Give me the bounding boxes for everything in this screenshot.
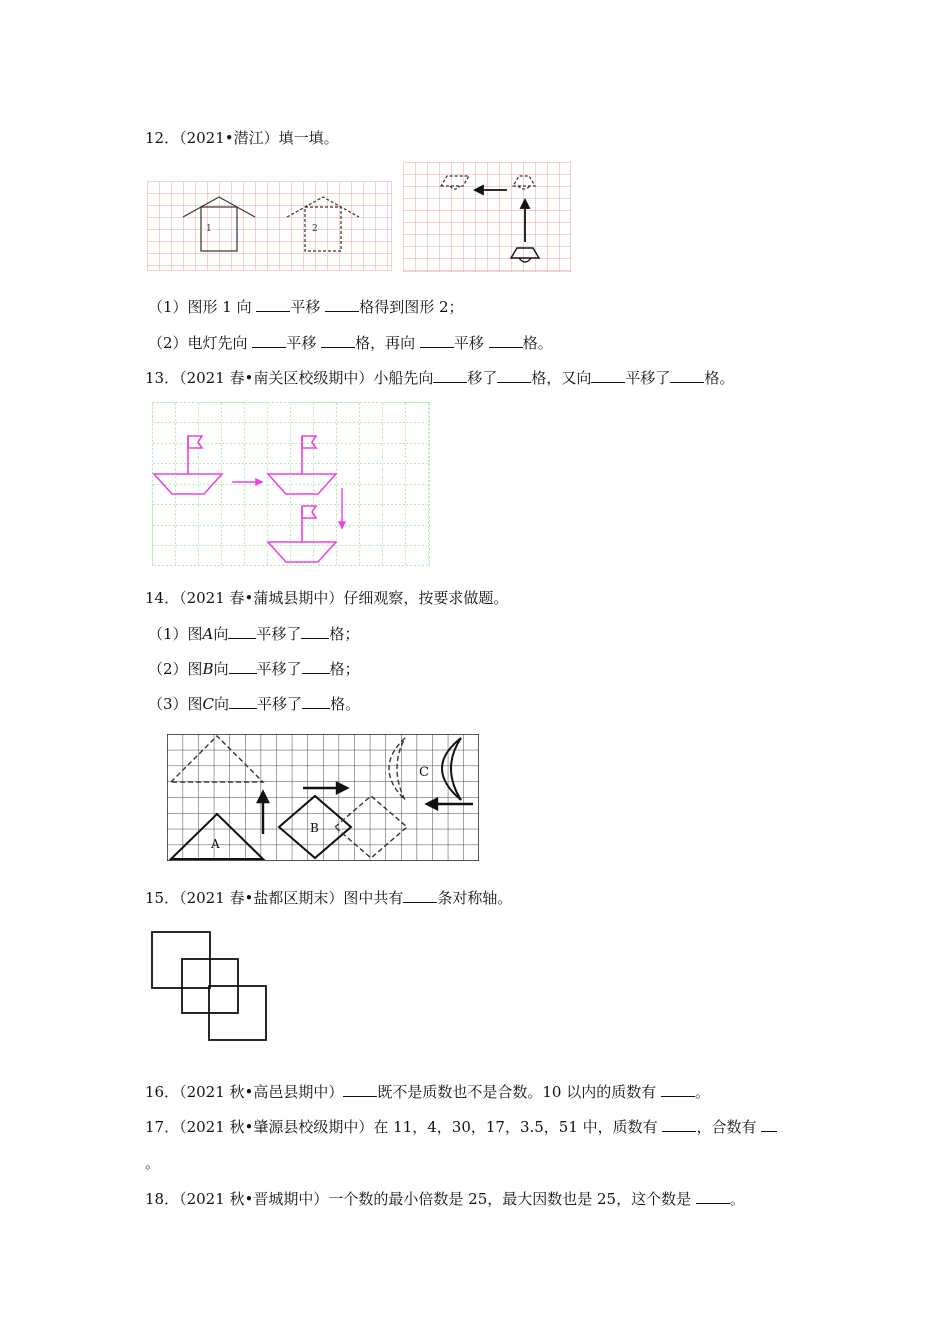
- answer-blank[interactable]: [403, 888, 437, 903]
- answer-blank[interactable]: [229, 694, 257, 709]
- q12-lamp-grid-figure: [403, 162, 571, 272]
- answer-blank[interactable]: [696, 1189, 730, 1204]
- shape-c-label: C: [419, 765, 429, 780]
- answer-blank[interactable]: [252, 333, 286, 348]
- answer-blank[interactable]: [301, 624, 329, 639]
- question-number: 18．: [145, 1190, 180, 1208]
- q14-shapes-grid-figure: [167, 734, 479, 861]
- answer-blank[interactable]: [325, 297, 359, 312]
- answer-blank[interactable]: [420, 333, 454, 348]
- question-source: （2021 春•蒲城县期中）仔细观察，按要求做题。: [179, 589, 509, 607]
- square-1: [152, 932, 210, 988]
- q14-title: [145, 588, 508, 608]
- q12-title: [145, 128, 339, 148]
- q15-squares-figure: [150, 930, 270, 1042]
- answer-blank[interactable]: [591, 368, 625, 383]
- q13-boat-grid-figure: [152, 402, 430, 566]
- question-number: 17．: [145, 1118, 180, 1136]
- answer-blank[interactable]: [256, 297, 290, 312]
- answer-blank[interactable]: [489, 333, 523, 348]
- q13-title: 13．（2021 春•南关区校级期中）小船先向 移了 格，又向 平移了 格。: [145, 369, 735, 387]
- house-label-2: 2: [312, 224, 318, 234]
- q12-house-grid-figure: [147, 181, 392, 271]
- answer-blank[interactable]: [761, 1117, 777, 1132]
- q14-part1: （1）图A向 平移了 格；: [148, 625, 360, 643]
- q16-title: 16．（2021 秋•高邑县期中） 既不是质数也不是合数。10 以内的质数有 。: [145, 1083, 711, 1101]
- answer-blank[interactable]: [662, 1117, 696, 1132]
- q18-title: 18．（2021 秋•晋城期中）一个数的最小倍数是 25，最大因数也是 25，这个数是 。: [145, 1190, 745, 1208]
- answer-blank[interactable]: [228, 624, 256, 639]
- question-number: 13．: [145, 369, 180, 387]
- question-number: 16．: [145, 1083, 180, 1101]
- question-source: （2021•潜江）填一填。: [179, 129, 339, 147]
- answer-blank[interactable]: [670, 368, 704, 383]
- question-number: 12．: [145, 129, 180, 147]
- q17-continuation: 。: [145, 1154, 161, 1172]
- q12-part1: （1）图形 1 向 平移 格得到图形 2；: [148, 298, 464, 316]
- q15-title: 15．（2021 春•盐都区期末）图中共有 条对称轴。: [145, 889, 513, 907]
- q17-title: 17．（2021 秋•肇源县校级期中）在 11，4，30，17，3.5，51 中，质数有 ，合数有: [145, 1117, 777, 1137]
- shape-b-label: B: [310, 821, 319, 835]
- house-label-1: 1: [206, 224, 212, 234]
- answer-blank[interactable]: [343, 1082, 377, 1097]
- answer-blank[interactable]: [302, 659, 330, 674]
- answer-blank[interactable]: [229, 659, 257, 674]
- q14-part3: （3）图C向 平移了 格。: [148, 695, 361, 713]
- question-number: 14．: [145, 589, 180, 607]
- answer-blank[interactable]: [497, 368, 531, 383]
- answer-blank[interactable]: [302, 694, 330, 709]
- answer-blank[interactable]: [661, 1082, 695, 1097]
- q12-part2: （2）电灯先向 平移 格，再向 平移 格。: [148, 334, 553, 352]
- q14-part2: （2）图B向 平移了 格；: [148, 660, 360, 678]
- shape-a-label: A: [211, 837, 220, 851]
- answer-blank[interactable]: [321, 333, 355, 348]
- question-number: 15．: [145, 889, 180, 907]
- answer-blank[interactable]: [433, 368, 467, 383]
